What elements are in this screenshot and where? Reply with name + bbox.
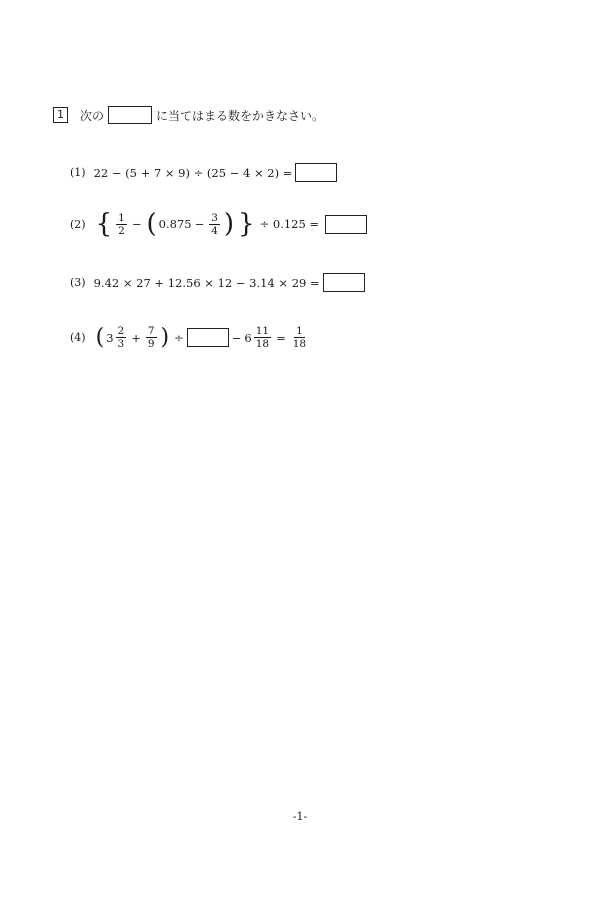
problem-2: (2) { $\frac{1}{2}$ − ( 0.875 − $\frac{3}{4}$ ) } ÷ 0.125 = xyxy=(70,211,367,237)
page-number: -1- xyxy=(292,810,308,823)
paren-open: ( xyxy=(95,324,105,350)
problem-label: (4) xyxy=(70,331,86,344)
fraction-1-18: $\frac{1}{18}$ xyxy=(292,325,307,350)
paren-open: ( xyxy=(146,209,157,239)
problem-label: (1) xyxy=(70,166,86,179)
problem-4: (4) ( 3 $\frac{2}{3}$ + $\frac{7}{9}$ ) ÷ − 6 $\frac{11}{18}$ = $\frac{1}{18}$ xyxy=(70,324,307,350)
fraction-2-3: $\frac{2}{3}$ xyxy=(117,325,125,350)
instruction-blank-box xyxy=(108,106,152,124)
answer-box[interactable] xyxy=(187,328,229,347)
answer-box[interactable] xyxy=(325,215,367,234)
brace-close: } xyxy=(238,209,255,239)
problem-3 xyxy=(70,273,365,292)
instruction-before: 次の xyxy=(80,108,105,123)
answer-box[interactable] xyxy=(323,273,365,292)
fraction-11-18: $\frac{11}{18}$ xyxy=(255,325,270,350)
question-number: 1 xyxy=(53,107,68,123)
answer-box[interactable] xyxy=(295,163,337,182)
instruction-after: に当てはまる数をかきなさい。 xyxy=(156,108,325,123)
problem-label: (3) xyxy=(70,276,86,289)
problem-tail: ÷ 0.125 = xyxy=(259,217,320,231)
problem-1 xyxy=(70,163,337,182)
problem-expression: 9.42 × 27 + 12.56 × 12 − 3.14 × 29 = xyxy=(93,275,320,290)
paren-close: ) xyxy=(160,324,170,350)
brace-open: { xyxy=(95,209,113,239)
mixed-whole: 3 xyxy=(106,330,114,345)
problem-expression: 22 − (5 + 7 × 9) ÷ (25 − 4 × 2) = xyxy=(93,165,293,180)
fraction-3-4: $\frac{3}{4}$ xyxy=(211,211,218,237)
fraction-7-9: $\frac{7}{9}$ xyxy=(147,325,155,350)
decimal-value: 0.875 xyxy=(158,217,192,231)
paren-close: ) xyxy=(223,209,235,239)
fraction-1-2: $\frac{1}{2}$ xyxy=(118,211,125,237)
question-header xyxy=(53,106,324,124)
mixed-whole-2: 6 xyxy=(244,330,252,345)
problem-label: (2) xyxy=(70,217,86,231)
